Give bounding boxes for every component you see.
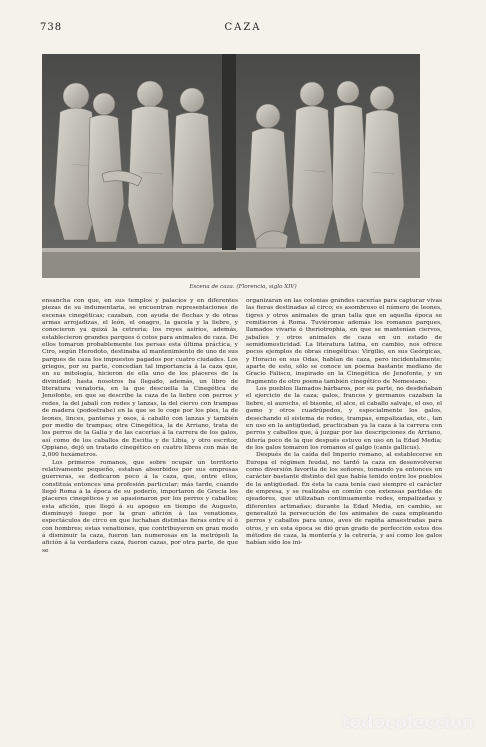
paragraph: Los pueblos llamados bárbaros, por su parte, no desdeñaban el ejercicio de la caza; galos, francos y germanos cazaban la liebre, el aurochs, el bisonte, el alce, el caballo salvaje, el oso, el gamo y otros cuadrúpedos, y especialmente los galos, desechando el sistema de redes, trampas, empalizadas, etc., tan en uso en la antigüedad, practicaban ya la caza á la carrera con perros y caballos que, á juzgar por las descripciones de Arriano, difería poco de la que después estuvo en uso en la Edad Media; de los galos tomaron los romanos el galgo (canis gallicus).	[246, 386, 442, 451]
relief-sculpture-image	[42, 54, 420, 278]
text-column-right	[246, 298, 442, 548]
page-header	[40, 22, 446, 36]
paragraph: Después de la caída del Imperio romano, al establecerse en Europa el régimen feudal, no tardó la caza en desenvolverse como diversión favorita de los señores, tomando ya entonces un carácter bastante distinto del que había tenido entre los pueblos de la antigüedad. En ésta la caza tenía casi siempre el carácter de empresa, y se realizaba en común con extensas partidas de ojeadores, que utilizaban continuamente redes, empalizadas y diferentes artimañas; durante la Edad Media, en cambio, se generalizó la persecución de los animales de caza empleando perros y caballos para unos, aves de rapiña amaestradas para otros, y en esta época se dió gran grado de perfección estos dos métodos de caza, la montería y la cetrería, y así como los galos habían sido los ini-	[246, 452, 442, 547]
page-number: 738	[40, 22, 63, 33]
running-title: CAZA	[224, 22, 262, 33]
plate-caption: Escena de caza. (Florencia, siglo XIV)	[189, 284, 297, 290]
hunting-scene-plate	[42, 54, 420, 278]
paragraph: ensancha con que, en sus templos y palacios y en diferentes piezas de su indumentaria, se encuentran representaciones de escenas cinegéticas; cazaban, con ayuda de flechas y de otras armas arrojadizas, el león, el onagro, la gacela y la liebre, y conocieron ya quizá la cetrería; los reyes asirios, además, establecieron grandes parques ó cotos para animales de caza. De ellos tomaron probablemente los persas esta última práctica, y Ciro, según Herodoto, destinaba al mantenimiento de uno de sus parques de caza los impuestos pagados por cuatro ciudades. Los griegos, por su parte, concedían tal importancia á la caza que, en su mitología, hicieron de ella uno de los placeres de la divinidad; hasta nosotros ha llegado, además, un libro de literatura venatoria, en la que descuella la Cinegética de Jenofonte, en que se describe la caza de la liebre con perros y redes, la del jabalí con redes y lanzas, la del ciervo con trampas de madera (podostrabe) en la que se le coge por los pies, la de leones, linces, panteras y osos, á caballo con lanzas y también por medio de trampas; otra Cinegética, la de Arriano, trata de los perros de la Galia y de las cacerías á la carrera de los galos, así como de los caballos de Escitia y de Libia, y otro escritor, Oppiano, dejó un tratado cinegético en cuatro libros con más de 2,000 hexámetros.	[42, 298, 238, 459]
text-column-left	[42, 298, 238, 555]
watermark: todocoleccion	[341, 713, 474, 733]
paragraph: Los primeros romanos, que sobre ocupar un territorio relativamente pequeño, estaban absorbidos por sus empresas guerreras, se dedicaron poco á la caza, que, entre ellos, constituía entonces una profesión particular; más tarde, cuando llegó Roma á la época de su poderío, importaron de Grecia los placeres cinegéticos y se apasionaron por los perros y caballos; esta afición, que llegó á su apogeo en tiempo de Augusto, disminuyó luego por la gran afición á las venationes, espectáculos de circo en que luchaban distintas fieras entre sí ó con hombres; estas venationes, que contribuyeron en gran modo á disminuir la caza, fueron tan numerosas en la metrópoli la afición á la verdadera caza, fueron cazas, por otra parte, de que se	[42, 459, 238, 554]
paragraph: organizaran en las colonias grandes cacerías para capturar vivas las fieras destinadas al circo; es asombroso el número de leones, tigres y otros animales de gran talla que en aquella época se remitieron á Roma. Tuviéronse además los romanos parques, llamados vivaria ó theriotrophia, en que se mantenían ciervos, jabalíes y otros animales de caza en un estado de semidomesticidad. La literatura latina, en cambio, nos ofrece pocos ejemplos de obras cinegéticas: Virgilio, en sus Geórgicas, y Horacio en sus Odas, hablan de caza, pero incidentalmente; aparte de esto, sólo se conoce un poema bastante mediano de Gracio Falisco, inspirado en la Cinegética de Jenofonte, y un fragmento de otro poema también cinegético de Nemesiano.	[246, 298, 442, 385]
